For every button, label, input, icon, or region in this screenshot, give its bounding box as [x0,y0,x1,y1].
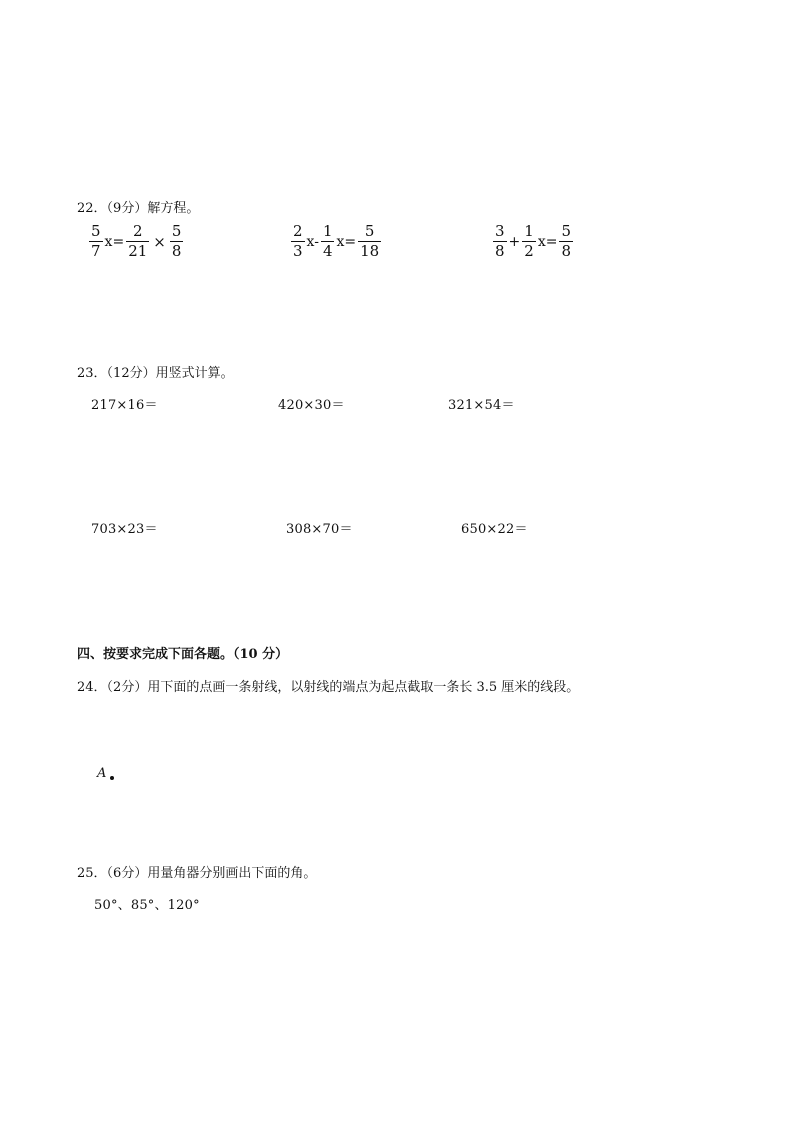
q22-equation-3 [492,224,574,259]
fraction: $\frac{5}{18}$ [360,222,380,260]
q22-title: 22．（9分）解方程。 [77,201,200,216]
fraction: $\frac{2}{21}$ [128,222,148,260]
q22-equation-1 [88,224,184,259]
fraction: $\frac{1}{4}$ [322,222,333,260]
fraction: $\frac{3}{8}$ [495,222,505,260]
fraction: $\frac{1}{2}$ [524,222,534,260]
times-sign: × [153,232,166,251]
point-dot-icon [110,776,114,780]
fraction: $\frac{5}{8}$ [561,222,572,260]
plus-sign: + [508,233,521,250]
calc-item: 321×54＝ [448,398,515,413]
point-a-label: A [97,766,107,781]
q22-equation-2 [290,224,382,259]
equation-text: x= [336,233,357,250]
calc-item: 420×30＝ [278,398,345,413]
equation-text: x= [537,233,558,250]
calc-item: 217×16＝ [91,398,158,413]
fraction: $\frac{5}{7}$ [91,222,101,260]
point-a [97,766,114,781]
angle-list: 50°、85°、120° [94,898,200,913]
equation-text: x= [104,233,125,250]
q24-title: 24．（2分）用下面的点画一条射线，以射线的端点为起点截取一条长 3.5 厘米的线段。 [77,680,580,695]
section-4-title: 四、按要求完成下面各题。（10 分） [77,647,289,662]
q23-title: 23．（12分）用竖式计算。 [77,366,234,381]
calc-item: 650×22＝ [461,522,528,537]
fraction: $\frac{5}{8}$ [171,222,182,260]
q25-title: 25．（6分）用量角器分别画出下面的角。 [77,866,317,881]
calc-item: 308×70＝ [286,522,353,537]
equation-text: x- [306,233,319,250]
calc-item: 703×23＝ [91,522,158,537]
fraction: $\frac{2}{3}$ [293,222,303,260]
